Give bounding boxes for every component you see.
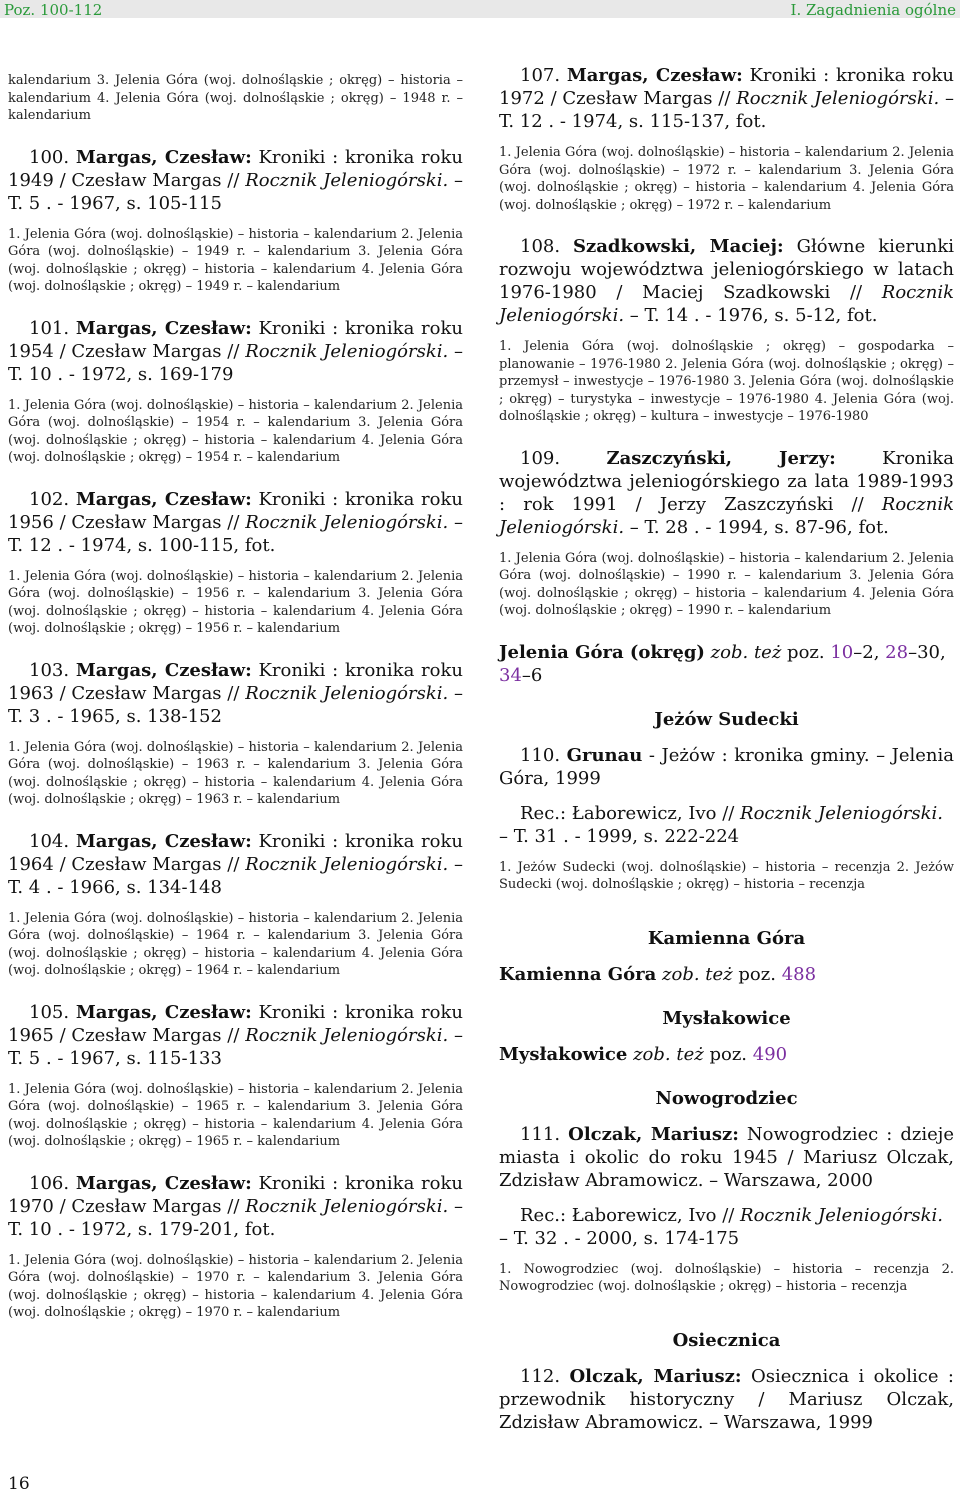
entry-number: 106. xyxy=(29,1172,70,1194)
entry-author: Grunau xyxy=(566,744,643,766)
link-poz-34[interactable]: 34 xyxy=(499,664,522,686)
entry-details: – T. 12 . - 1974, s. 115-137, fot. xyxy=(499,88,954,132)
entry-104 xyxy=(8,830,463,980)
entry-citation xyxy=(8,146,463,215)
see-also-jelenia-gora: Jelenia Góra (okręg) zob. też poz. 10–2, 28–30, 34–6 xyxy=(499,641,946,686)
entry-details: – T. 5 . - 1967, s. 105-115 xyxy=(8,169,463,214)
header-left: Poz. 100-112 xyxy=(4,1,103,19)
entry-subjects: 1. Jelenia Góra (woj. dolnośląskie) – historia – kalendarium 2. Jelenia Góra (woj. dolnośląskie) – 1949 r. – kalendarium 3. Jelenia Góra (woj. dolnośląskie ; okręg) – historia – kalendarium 4. Jelenia Góra (woj. dolnośląskie ; okręg) – 1949 r. – kalendarium xyxy=(8,226,463,294)
entry-102 xyxy=(8,488,463,638)
entry-author: Zaszczyński, Jerzy: xyxy=(606,447,836,469)
entry-citation xyxy=(8,488,463,557)
entry-author: Margas, Czesław: xyxy=(75,1001,252,1023)
entry-journal: Rocznik Jeleniogórski. xyxy=(245,511,449,533)
see-also-kamienna-gora: Kamienna Góra zob. też poz. 488 xyxy=(499,963,817,985)
entry-number: 103. xyxy=(29,659,70,681)
right-column xyxy=(499,64,954,1455)
link-poz-488[interactable]: 488 xyxy=(781,963,817,985)
entry-title: Kroniki : kronika roku 1954 / Czesław Margas // xyxy=(8,317,463,362)
review-details: – T. 31 . - 1999, s. 222-224 xyxy=(499,825,740,847)
page-number: 16 xyxy=(8,1474,30,1494)
entry-subjects: 1. Jelenia Góra (woj. dolnośląskie) – historia – kalendarium 2. Jelenia Góra (woj. dolnośląskie) – 1963 r. – kalendarium 3. Jelenia Góra (woj. dolnośląskie ; okręg) – historia – kalendarium 4. Jelenia Góra (woj. dolnośląskie ; okręg) – 1963 r. – kalendarium xyxy=(8,739,463,807)
entry-number: 111. xyxy=(520,1123,561,1145)
review-author: Rec.: Łaborewicz, Ivo // xyxy=(520,1204,741,1226)
header-right: I. Zagadnienia ogólne xyxy=(790,1,956,19)
entry-author: Margas, Czesław: xyxy=(75,659,252,681)
entry-110 xyxy=(499,744,954,894)
entry-112 xyxy=(499,1365,954,1434)
entry-details: – T. 10 . - 1972, s. 179-201, fot. xyxy=(8,1195,463,1240)
entry-106 xyxy=(8,1172,463,1322)
entry-number: 107. xyxy=(520,65,561,86)
entry-title: Główne kierunki rozwoju województwa jeleniogórskiego w latach 1976-1980 / Maciej Szadkowski // xyxy=(499,236,954,303)
link-poz-28[interactable]: 28 xyxy=(885,641,909,663)
entry-citation xyxy=(8,1001,463,1070)
entry-101 xyxy=(8,317,463,467)
entry-review xyxy=(499,802,954,848)
entry-title: Kroniki : kronika roku 1970 / Czesław Margas // xyxy=(8,1172,463,1217)
entry-citation xyxy=(8,659,463,728)
entry-subjects: 1. Jelenia Góra (woj. dolnośląskie) – historia – kalendarium 2. Jelenia Góra (woj. dolnośląskie) – 1972 r. – kalendarium 3. Jelenia Góra (woj. dolnośląskie ; okręg) – historia – kalendarium 4. Jelenia Góra (woj. dolnośląskie ; okręg) – 1972 r. – kalendarium xyxy=(499,145,954,213)
heading-nowogrodziec: Nowogrodziec xyxy=(655,1087,798,1109)
entry-citation xyxy=(8,1172,463,1241)
entry-title: Kronika województwa jeleniogórskiego za lata 1989-1993 : rok 1991 / Jerzy Zaszczyński // xyxy=(499,447,954,515)
entry-subjects: 1. Nowogrodziec (woj. dolnośląskie) – historia – recenzja 2. Nowogrodziec (woj. dolnośląskie ; okręg) – historia – recenzja xyxy=(499,1261,954,1294)
review-details: – T. 32 . - 2000, s. 174-175 xyxy=(499,1227,740,1249)
running-header xyxy=(0,0,960,18)
entry-subjects: 1. Jelenia Góra (woj. dolnośląskie) – historia – kalendarium 2. Jelenia Góra (woj. dolnośląskie) – 1954 r. – kalendarium 3. Jelenia Góra (woj. dolnośląskie ; okręg) – historia – kalendarium 4. Jelenia Góra (woj. dolnośląskie ; okręg) – 1954 r. – kalendarium xyxy=(8,397,463,465)
entry-number: 109. xyxy=(520,447,561,469)
entry-number: 104. xyxy=(29,830,70,852)
entry-journal: Rocznik Jeleniogórski. xyxy=(245,853,449,875)
entry-citation xyxy=(499,235,954,327)
review-journal: Rocznik Jeleniogórski. xyxy=(740,1204,944,1226)
heading-kamienna-gora: Kamienna Góra xyxy=(647,927,806,949)
entry-author: Margas, Czesław: xyxy=(566,65,743,86)
entry-subjects: 1. Jelenia Góra (woj. dolnośląskie) – historia – kalendarium 2. Jelenia Góra (woj. dolnośląskie) – 1965 r. – kalendarium 3. Jelenia Góra (woj. dolnośląskie ; okręg) – historia – kalendarium 4. Jelenia Góra (woj. dolnośląskie ; okręg) – 1965 r. – kalendarium xyxy=(8,1081,463,1149)
link-poz-10[interactable]: 10 xyxy=(830,641,854,663)
heading-jezow-sudecki: Jeżów Sudecki xyxy=(654,708,799,730)
entry-105 xyxy=(8,1001,463,1151)
entry-number: 100. xyxy=(29,146,70,168)
entry-subjects: 1. Jeżów Sudecki (woj. dolnośląskie) – historia – recenzja 2. Jeżów Sudecki (woj. dolnośląskie ; okręg) – historia – recenzja xyxy=(499,859,954,892)
entry-number: 110. xyxy=(520,744,561,766)
entry-subjects: 1. Jelenia Góra (woj. dolnośląskie) – historia – kalendarium 2. Jelenia Góra (woj. dolnośląskie) – 1956 r. – kalendarium 3. Jelenia Góra (woj. dolnośląskie ; okręg) – historia – kalendarium 4. Jelenia Góra (woj. dolnośląskie ; okręg) – 1956 r. – kalendarium xyxy=(8,568,463,636)
entry-details: – T. 12 . - 1974, s. 100-115, fot. xyxy=(8,511,463,556)
entry-title: Kroniki : kronika roku 1965 / Czesław Margas // xyxy=(8,1001,463,1046)
entry-title: Kroniki : kronika roku 1949 / Czesław Margas // xyxy=(8,146,463,191)
entry-author: Margas, Czesław: xyxy=(75,1172,252,1194)
entry-details: – T. 10 . - 1972, s. 169-179 xyxy=(8,340,463,385)
entry-author: Margas, Czesław: xyxy=(75,830,252,852)
entry-journal: Rocznik Jeleniogórski. xyxy=(245,1195,449,1217)
see-also-myslakowice: Mysłakowice zob. też poz. 490 xyxy=(499,1043,788,1065)
entry-111 xyxy=(499,1123,954,1296)
entry-details: – T. 3 . - 1965, s. 138-152 xyxy=(8,682,463,727)
entry-107 xyxy=(499,64,954,214)
entry-subjects: 1. Jelenia Góra (woj. dolnośląskie) – historia – kalendarium 2. Jelenia Góra (woj. dolnośląskie) – 1990 r. – kalendarium 3. Jelenia Góra (woj. dolnośląskie ; okręg) – historia – kalendarium 4. Jelenia Góra (woj. dolnośląskie ; okręg) – 1990 r. – kalendarium xyxy=(499,550,954,618)
entry-title: Kroniki : kronika roku 1972 / Czesław Margas // xyxy=(499,65,954,109)
entry-citation xyxy=(499,64,954,133)
entry-review xyxy=(499,1204,954,1250)
entry-subjects: 1. Jelenia Góra (woj. dolnośląskie ; okręg) – gospodarka – planowanie – 1976-1980 2. Jelenia Góra (woj. dolnośląskie ; okręg) – przemysł – inwestycje – 1976-1980 3. Jelenia Góra (woj. dolnośląskie ; okręg) – turystyka – inwestycje – 1976-1980 4. Jelenia Góra (woj. dolnośląskie ; okręg) – kultura – inwestycje – 1976-1980 xyxy=(499,339,954,424)
continued-subjects: kalendarium 3. Jelenia Góra (woj. dolnośląskie ; okręg) – historia – kalendarium 4. Jelenia Góra (woj. dolnośląskie ; okręg) – 1948 r. – kalendarium xyxy=(8,73,463,123)
entry-journal: Rocznik Jeleniogórski. xyxy=(736,88,940,109)
entry-details: – T. 4 . - 1966, s. 134-148 xyxy=(8,853,463,898)
entry-author: Margas, Czesław: xyxy=(75,488,252,510)
review-journal: Rocznik Jeleniogórski. xyxy=(740,802,944,824)
entry-details: – T. 14 . - 1976, s. 5-12, fot. xyxy=(624,305,878,326)
entry-title: Kroniki : kronika roku 1963 / Czesław Margas // xyxy=(8,659,463,704)
entry-number: 108. xyxy=(520,236,561,257)
entry-citation xyxy=(8,317,463,386)
heading-myslakowice: Mysłakowice xyxy=(662,1007,791,1029)
link-poz-490[interactable]: 490 xyxy=(752,1043,788,1065)
left-column xyxy=(8,64,463,1343)
entry-citation xyxy=(499,1365,954,1434)
entry-title: Osiecznica i okolice : przewodnik historyczny / Mariusz Olczak, Zdzisław Abramowicz. – Warszawa, 1999 xyxy=(499,1365,954,1433)
entry-journal: Rocznik Jeleniogórski. xyxy=(499,282,954,326)
entry-citation xyxy=(499,1123,954,1192)
entry-details: – T. 28 . - 1994, s. 87-96, fot. xyxy=(624,516,889,538)
entry-journal: Rocznik Jeleniogórski. xyxy=(245,682,449,704)
entry-number: 102. xyxy=(29,488,70,510)
entry-number: 112. xyxy=(520,1365,561,1387)
entry-citation xyxy=(499,447,954,539)
entry-citation xyxy=(499,744,954,790)
left-entries xyxy=(8,146,463,1322)
entry-number: 101. xyxy=(29,317,70,339)
entry-103 xyxy=(8,659,463,809)
entry-subjects: 1. Jelenia Góra (woj. dolnośląskie) – historia – kalendarium 2. Jelenia Góra (woj. dolnośląskie) – 1970 r. – kalendarium 3. Jelenia Góra (woj. dolnośląskie ; okręg) – historia – kalendarium 4. Jelenia Góra (woj. dolnośląskie ; okręg) – 1970 r. – kalendarium xyxy=(8,1252,463,1320)
entry-title: - Jeżów : kronika gminy. – Jelenia Góra, 1999 xyxy=(499,744,954,789)
entry-number: 105. xyxy=(29,1001,70,1023)
entry-title: Kroniki : kronika roku 1956 / Czesław Margas // xyxy=(8,488,463,533)
entry-journal: Rocznik Jeleniogórski. xyxy=(499,493,954,538)
entry-citation xyxy=(8,830,463,899)
entry-subjects: 1. Jelenia Góra (woj. dolnośląskie) – historia – kalendarium 2. Jelenia Góra (woj. dolnośląskie) – 1964 r. – kalendarium 3. Jelenia Góra (woj. dolnośląskie ; okręg) – historia – kalendarium 4. Jelenia Góra (woj. dolnośląskie ; okręg) – 1964 r. – kalendarium xyxy=(8,910,463,978)
entry-author: Margas, Czesław: xyxy=(75,317,252,339)
entry-author: Margas, Czesław: xyxy=(75,146,252,168)
heading-osiecznica: Osiecznica xyxy=(672,1329,781,1351)
entry-journal: Rocznik Jeleniogórski. xyxy=(245,340,449,362)
entry-journal: Rocznik Jeleniogórski. xyxy=(245,1024,449,1046)
review-author: Rec.: Łaborewicz, Ivo // xyxy=(520,802,741,824)
entry-108 xyxy=(499,235,954,426)
entry-author: Szadkowski, Maciej: xyxy=(573,236,784,257)
entry-author: Olczak, Mariusz: xyxy=(569,1365,742,1387)
entry-author: Olczak, Mariusz: xyxy=(568,1123,739,1145)
entry-title: Kroniki : kronika roku 1964 / Czesław Margas // xyxy=(8,830,463,875)
entry-title: Nowogrodziec : dzieje miasta i okolic do roku 1945 / Mariusz Olczak, Zdzisław Abramowicz. – Warszawa, 2000 xyxy=(499,1123,954,1191)
entry-100 xyxy=(8,146,463,296)
entry-details: – T. 5 . - 1967, s. 115-133 xyxy=(8,1024,463,1069)
entry-109 xyxy=(499,447,954,620)
entry-journal: Rocznik Jeleniogórski. xyxy=(245,169,449,191)
